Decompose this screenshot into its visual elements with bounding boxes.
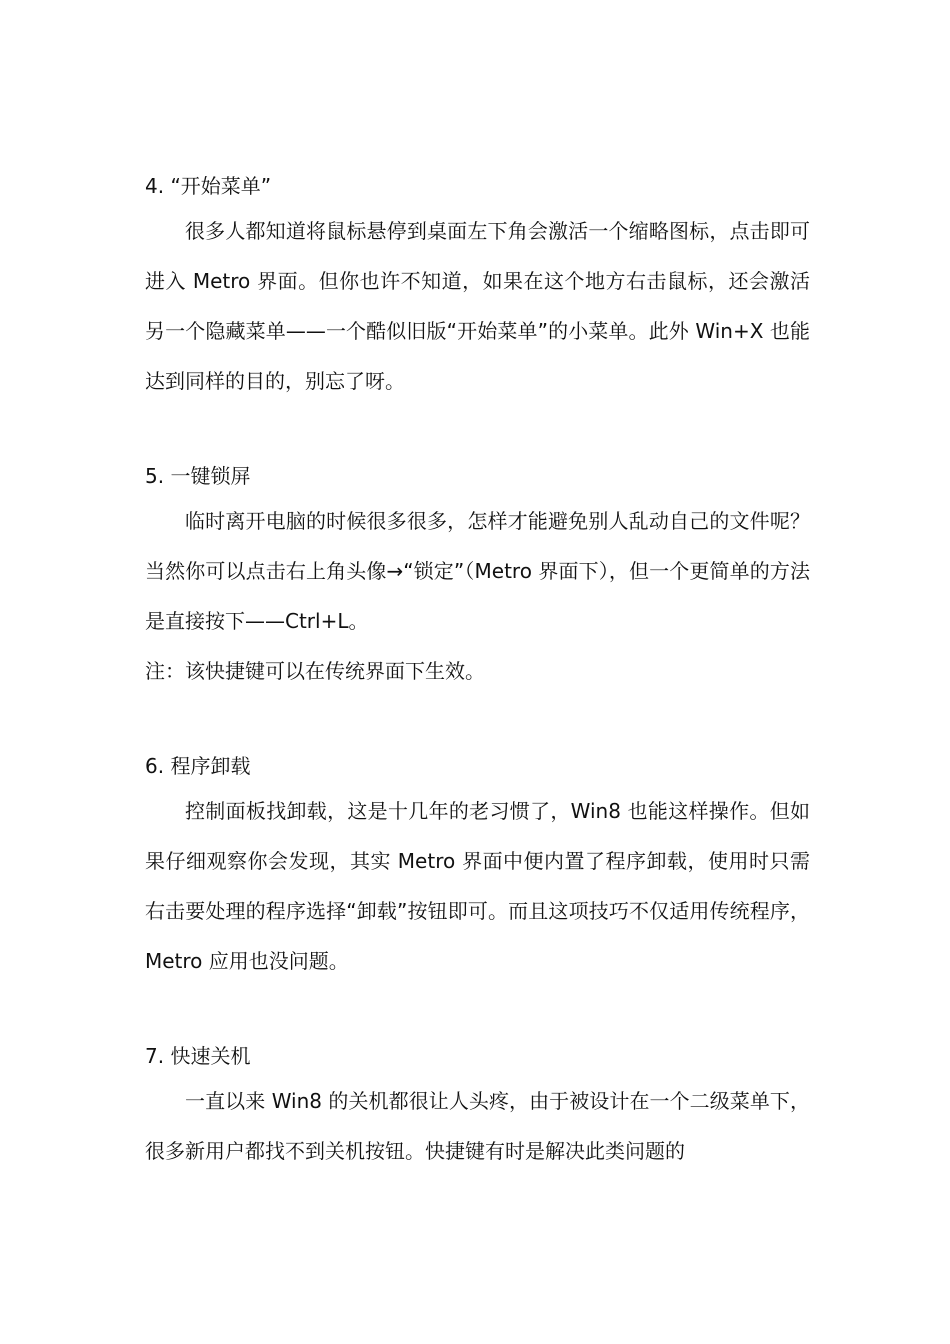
section-heading-lock-screen: 5. 一键锁屏 xyxy=(145,464,251,488)
section-start-menu xyxy=(145,166,810,406)
section-paragraph-uninstall: 控制面板找卸载，这是十几年的老习惯了，Win8 也能这样操作。但如果仔细观察你会发现，其实 Metro 界面中便内置了程序卸载，使用时只需右击要处理的程序选择“卸载”按钮即可。而且这项技巧不仅适用传统程序，Metro 应用也没问题。 xyxy=(145,799,810,973)
section-heading-start-menu: 4. “开始菜单” xyxy=(145,174,272,198)
section-note-lock-screen: 注：该快捷键可以在传统界面下生效。 xyxy=(145,659,485,683)
document-body xyxy=(145,166,810,1176)
section-shutdown xyxy=(145,1036,810,1176)
section-uninstall xyxy=(145,746,810,986)
section-paragraph-start-menu: 很多人都知道将鼠标悬停到桌面左下角会激活一个缩略图标，点击即可进入 Metro 界面。但你也许不知道，如果在这个地方右击鼠标，还会激活另一个隐藏菜单——一个酷似旧版“开始菜单”的小菜单。此外 Win+X 也能达到同样的目的，别忘了呀。 xyxy=(145,219,810,393)
section-heading-uninstall: 6. 程序卸载 xyxy=(145,754,251,778)
section-paragraph-lock-screen: 临时离开电脑的时候很多很多，怎样才能避免别人乱动自己的文件呢？当然你可以点击右上角头像→“锁定”（Metro 界面下），但一个更简单的方法是直接按下——Ctrl+L。 xyxy=(145,509,810,633)
section-paragraph-shutdown: 一直以来 Win8 的关机都很让人头疼，由于被设计在一个二级菜单下，很多新用户都找不到关机按钮。快捷键有时是解决此类问题的 xyxy=(145,1089,810,1163)
section-heading-shutdown: 7. 快速关机 xyxy=(145,1044,251,1068)
section-lock-screen xyxy=(145,456,810,696)
